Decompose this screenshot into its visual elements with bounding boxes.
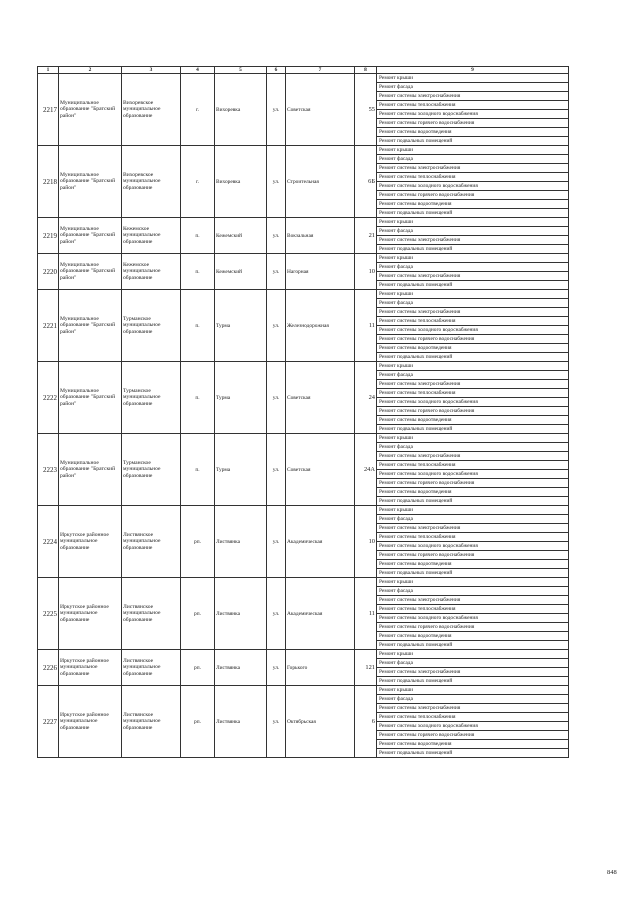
work-item-cell: Ремонт системы теплоснабжения <box>377 173 569 182</box>
table-row <box>38 146 569 155</box>
work-item-cell: Ремонт системы водоотведения <box>377 128 569 137</box>
row-number: 2224 <box>38 506 59 578</box>
table-row <box>38 74 569 83</box>
settlement-cell: Кежемский <box>215 218 267 254</box>
work-item-cell: Ремонт фасада <box>377 83 569 92</box>
municipality-cell: Турманское муниципальное образование <box>122 290 181 362</box>
work-item-cell: Ремонт системы горячего водоснабжения <box>377 407 569 416</box>
settlement-type-cell: п. <box>181 254 215 290</box>
work-item-cell: Ремонт системы электроснабжения <box>377 704 569 713</box>
work-item-cell: Ремонт системы теплоснабжения <box>377 101 569 110</box>
settlement-type-cell: рп. <box>181 650 215 686</box>
work-item-cell: Ремонт системы электроснабжения <box>377 596 569 605</box>
street-type-cell: ул. <box>267 218 286 254</box>
settlement-cell: Турма <box>215 434 267 506</box>
work-item-cell: Ремонт подвальных помещений <box>377 749 569 758</box>
street-cell: Вокзальная <box>286 218 355 254</box>
work-item-cell: Ремонт крыши <box>377 254 569 263</box>
house-number-cell: 55 <box>355 74 377 146</box>
street-cell: Советская <box>286 362 355 434</box>
district-cell: Иркутское районное муниципальное образование <box>59 578 122 650</box>
header-cell: 2 <box>59 67 122 74</box>
street-type-cell: ул. <box>267 686 286 758</box>
street-cell: Академическая <box>286 578 355 650</box>
municipality-cell: Листвянское муниципальное образование <box>122 686 181 758</box>
work-item-cell: Ремонт подвальных помещений <box>377 497 569 506</box>
district-cell: Иркутское районное муниципальное образование <box>59 686 122 758</box>
street-type-cell: ул. <box>267 434 286 506</box>
work-item-cell: Ремонт системы холодного водоснабжения <box>377 326 569 335</box>
work-item-cell: Ремонт системы водоотведения <box>377 740 569 749</box>
district-cell: Муниципальное образование "Братский район" <box>59 146 122 218</box>
work-item-cell: Ремонт системы горячего водоснабжения <box>377 551 569 560</box>
street-cell: Горького <box>286 650 355 686</box>
settlement-type-cell: п. <box>181 434 215 506</box>
work-item-cell: Ремонт системы электроснабжения <box>377 236 569 245</box>
table-row <box>38 650 569 659</box>
work-item-cell: Ремонт системы холодного водоснабжения <box>377 542 569 551</box>
street-cell: Строительная <box>286 146 355 218</box>
municipality-cell: Листвянское муниципальное образование <box>122 578 181 650</box>
settlement-cell: Вихоревка <box>215 146 267 218</box>
work-item-cell: Ремонт системы холодного водоснабжения <box>377 722 569 731</box>
district-cell: Муниципальное образование "Братский район" <box>59 74 122 146</box>
work-item-cell: Ремонт системы теплоснабжения <box>377 605 569 614</box>
street-cell: Октябрьская <box>286 686 355 758</box>
work-item-cell: Ремонт системы горячего водоснабжения <box>377 191 569 200</box>
settlement-cell: Листвянка <box>215 578 267 650</box>
municipality-cell: Листвянское муниципальное образование <box>122 506 181 578</box>
row-number: 2220 <box>38 254 59 290</box>
work-item-cell: Ремонт крыши <box>377 146 569 155</box>
table-row <box>38 686 569 695</box>
district-cell: Муниципальное образование "Братский район" <box>59 434 122 506</box>
settlement-cell: Листвянка <box>215 506 267 578</box>
settlement-type-cell: п. <box>181 218 215 254</box>
row-number: 2227 <box>38 686 59 758</box>
work-item-cell: Ремонт системы горячего водоснабжения <box>377 731 569 740</box>
page-number: 848 <box>607 869 617 876</box>
work-item-cell: Ремонт системы электроснабжения <box>377 452 569 461</box>
work-item-cell: Ремонт фасада <box>377 695 569 704</box>
work-item-cell: Ремонт подвальных помещений <box>377 281 569 290</box>
house-number-cell: 11 <box>355 290 377 362</box>
work-item-cell: Ремонт подвальных помещений <box>377 353 569 362</box>
settlement-type-cell: рп. <box>181 506 215 578</box>
row-number: 2221 <box>38 290 59 362</box>
street-type-cell: ул. <box>267 290 286 362</box>
municipality-cell: Турманское муниципальное образование <box>122 434 181 506</box>
work-item-cell: Ремонт подвальных помещений <box>377 245 569 254</box>
street-cell: Академическая <box>286 506 355 578</box>
work-item-cell: Ремонт крыши <box>377 74 569 83</box>
work-item-cell: Ремонт системы водоотведения <box>377 200 569 209</box>
work-item-cell: Ремонт системы холодного водоснабжения <box>377 614 569 623</box>
work-item-cell: Ремонт подвальных помещений <box>377 569 569 578</box>
work-item-cell: Ремонт системы теплоснабжения <box>377 713 569 722</box>
house-number-cell: 24 <box>355 362 377 434</box>
work-item-cell: Ремонт системы горячего водоснабжения <box>377 335 569 344</box>
district-cell: Муниципальное образование "Братский район" <box>59 254 122 290</box>
settlement-type-cell: п. <box>181 290 215 362</box>
header-cell: 4 <box>181 67 215 74</box>
district-cell: Муниципальное образование "Братский район" <box>59 218 122 254</box>
municipality-cell: Вихоревское муниципальное образование <box>122 146 181 218</box>
house-number-cell: 6Б <box>355 146 377 218</box>
municipality-cell: Турманское муниципальное образование <box>122 362 181 434</box>
work-item-cell: Ремонт крыши <box>377 506 569 515</box>
street-type-cell: ул. <box>267 650 286 686</box>
header-cell: 9 <box>377 67 569 74</box>
district-cell: Иркутское районное муниципальное образование <box>59 506 122 578</box>
house-number-cell: 10 <box>355 506 377 578</box>
settlement-cell: Вихоревка <box>215 74 267 146</box>
settlement-cell: Турма <box>215 290 267 362</box>
work-item-cell: Ремонт системы электроснабжения <box>377 668 569 677</box>
work-item-cell: Ремонт фасада <box>377 155 569 164</box>
work-item-cell: Ремонт крыши <box>377 434 569 443</box>
street-type-cell: ул. <box>267 74 286 146</box>
settlement-cell: Кежемский <box>215 254 267 290</box>
work-item-cell: Ремонт системы холодного водоснабжения <box>377 182 569 191</box>
house-number-cell: 24А <box>355 434 377 506</box>
house-number-cell: 121 <box>355 650 377 686</box>
work-item-cell: Ремонт подвальных помещений <box>377 425 569 434</box>
street-type-cell: ул. <box>267 362 286 434</box>
settlement-type-cell: г. <box>181 74 215 146</box>
work-item-cell: Ремонт системы теплоснабжения <box>377 389 569 398</box>
street-cell: Советская <box>286 434 355 506</box>
work-item-cell: Ремонт системы горячего водоснабжения <box>377 479 569 488</box>
work-item-cell: Ремонт подвальных помещений <box>377 641 569 650</box>
table-row <box>38 290 569 299</box>
work-item-cell: Ремонт системы холодного водоснабжения <box>377 398 569 407</box>
settlement-type-cell: п. <box>181 362 215 434</box>
header-cell: 5 <box>215 67 267 74</box>
table-header-row <box>38 67 569 74</box>
row-number: 2222 <box>38 362 59 434</box>
work-item-cell: Ремонт системы электроснабжения <box>377 92 569 101</box>
settlement-type-cell: г. <box>181 146 215 218</box>
table-row <box>38 218 569 227</box>
work-item-cell: Ремонт крыши <box>377 578 569 587</box>
settlement-type-cell: рп. <box>181 686 215 758</box>
street-cell: Нагорная <box>286 254 355 290</box>
work-item-cell: Ремонт системы водоотведения <box>377 344 569 353</box>
municipality-cell: Кежемское муниципальное образование <box>122 254 181 290</box>
district-cell: Иркутское районное муниципальное образование <box>59 650 122 686</box>
street-type-cell: ул. <box>267 146 286 218</box>
settlement-type-cell: рп. <box>181 578 215 650</box>
work-item-cell: Ремонт системы теплоснабжения <box>377 317 569 326</box>
header-cell: 7 <box>286 67 355 74</box>
work-item-cell: Ремонт системы теплоснабжения <box>377 533 569 542</box>
work-item-cell: Ремонт системы водоотведения <box>377 560 569 569</box>
work-item-cell: Ремонт системы электроснабжения <box>377 272 569 281</box>
work-item-cell: Ремонт крыши <box>377 218 569 227</box>
municipality-cell: Кежемское муниципальное образование <box>122 218 181 254</box>
street-type-cell: ул. <box>267 506 286 578</box>
work-item-cell: Ремонт фасада <box>377 587 569 596</box>
header-cell: 6 <box>267 67 286 74</box>
header-cell: 8 <box>355 67 377 74</box>
work-item-cell: Ремонт системы водоотведения <box>377 488 569 497</box>
work-item-cell: Ремонт системы теплоснабжения <box>377 461 569 470</box>
work-item-cell: Ремонт крыши <box>377 650 569 659</box>
district-cell: Муниципальное образование "Братский район" <box>59 290 122 362</box>
work-item-cell: Ремонт фасада <box>377 659 569 668</box>
header-cell: 1 <box>38 67 59 74</box>
table-row <box>38 578 569 587</box>
settlement-cell: Листвянка <box>215 650 267 686</box>
work-item-cell: Ремонт системы электроснабжения <box>377 308 569 317</box>
work-item-cell: Ремонт системы электроснабжения <box>377 164 569 173</box>
work-item-cell: Ремонт фасада <box>377 443 569 452</box>
row-number: 2225 <box>38 578 59 650</box>
work-item-cell: Ремонт системы горячего водоснабжения <box>377 119 569 128</box>
repair-registry-table <box>37 66 569 758</box>
work-item-cell: Ремонт крыши <box>377 362 569 371</box>
table-row <box>38 434 569 443</box>
district-cell: Муниципальное образование "Братский район" <box>59 362 122 434</box>
work-item-cell: Ремонт крыши <box>377 290 569 299</box>
street-type-cell: ул. <box>267 254 286 290</box>
work-item-cell: Ремонт системы холодного водоснабжения <box>377 470 569 479</box>
row-number: 2217 <box>38 74 59 146</box>
work-item-cell: Ремонт системы холодного водоснабжения <box>377 110 569 119</box>
table-row <box>38 506 569 515</box>
work-item-cell: Ремонт фасада <box>377 263 569 272</box>
row-number: 2219 <box>38 218 59 254</box>
house-number-cell: 10 <box>355 254 377 290</box>
settlement-cell: Листвянка <box>215 686 267 758</box>
street-type-cell: ул. <box>267 578 286 650</box>
work-item-cell: Ремонт подвальных помещений <box>377 209 569 218</box>
municipality-cell: Вихоревское муниципальное образование <box>122 74 181 146</box>
header-cell: 3 <box>122 67 181 74</box>
work-item-cell: Ремонт системы водоотведения <box>377 416 569 425</box>
street-cell: Советская <box>286 74 355 146</box>
work-item-cell: Ремонт системы электроснабжения <box>377 380 569 389</box>
row-number: 2218 <box>38 146 59 218</box>
work-item-cell: Ремонт системы водоотведения <box>377 632 569 641</box>
work-item-cell: Ремонт фасада <box>377 227 569 236</box>
municipality-cell: Листвянское муниципальное образование <box>122 650 181 686</box>
work-item-cell: Ремонт фасада <box>377 299 569 308</box>
row-number: 2226 <box>38 650 59 686</box>
table-row <box>38 254 569 263</box>
work-item-cell: Ремонт подвальных помещений <box>377 677 569 686</box>
work-item-cell: Ремонт фасада <box>377 515 569 524</box>
work-item-cell: Ремонт крыши <box>377 686 569 695</box>
house-number-cell: 6 <box>355 686 377 758</box>
house-number-cell: 21 <box>355 218 377 254</box>
work-item-cell: Ремонт подвальных помещений <box>377 137 569 146</box>
work-item-cell: Ремонт фасада <box>377 371 569 380</box>
work-item-cell: Ремонт системы электроснабжения <box>377 524 569 533</box>
settlement-cell: Турма <box>215 362 267 434</box>
house-number-cell: 11 <box>355 578 377 650</box>
street-cell: Железнодорожная <box>286 290 355 362</box>
work-item-cell: Ремонт системы горячего водоснабжения <box>377 623 569 632</box>
row-number: 2223 <box>38 434 59 506</box>
table-row <box>38 362 569 371</box>
